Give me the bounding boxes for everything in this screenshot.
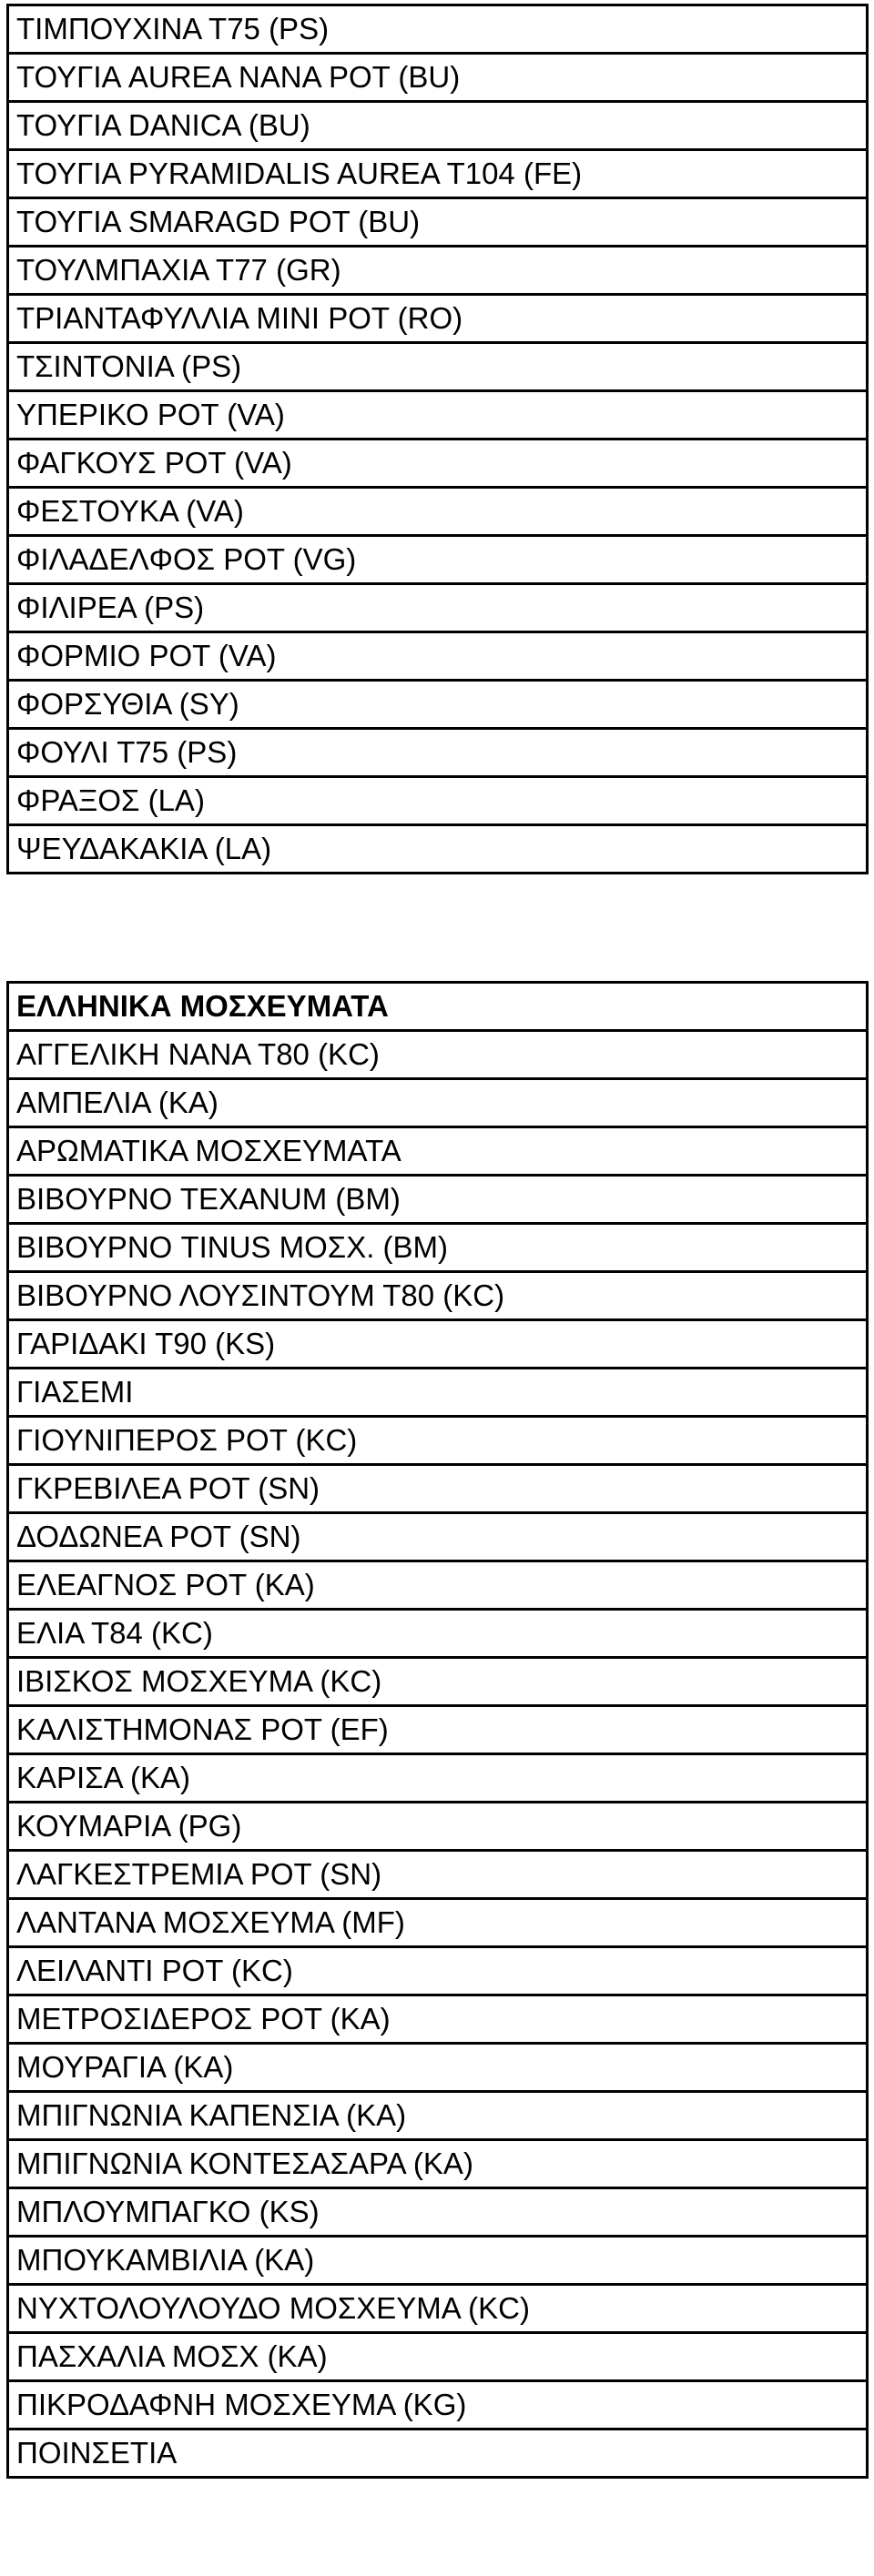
table-row bbox=[8, 54, 868, 102]
plant-cell: ΕΛΕΑΓΝΟΣ ΡΟΤ (KA) bbox=[8, 1561, 868, 1610]
table-row bbox=[8, 1803, 868, 1851]
plant-cell: ΓΙΑΣΕΜΙ bbox=[8, 1369, 868, 1417]
table-row bbox=[8, 2430, 868, 2478]
plant-cell: ΚΑΡΙΣΑ (KA) bbox=[8, 1754, 868, 1803]
table-row bbox=[8, 2188, 868, 2237]
plant-cell: ΤΣΙΝΤΟΝΙΑ (PS) bbox=[8, 343, 868, 391]
table-row bbox=[8, 1995, 868, 2044]
plant-cell: ΦΟΡΣΥΘΙΑ (SY) bbox=[8, 681, 868, 729]
section-heading-row bbox=[8, 983, 868, 1031]
table-row bbox=[8, 150, 868, 198]
table-row bbox=[8, 2092, 868, 2140]
table-row bbox=[8, 1031, 868, 1079]
table-row bbox=[8, 1899, 868, 1947]
table-row bbox=[8, 1754, 868, 1803]
plant-cell: ΝΥΧΤΟΛΟΥΛΟΥΔΟ ΜΟΣΧΕΥΜΑ (KC) bbox=[8, 2285, 868, 2333]
table-row bbox=[8, 2237, 868, 2285]
plant-cell: ΑΜΠΕΛΙΑ (KA) bbox=[8, 1079, 868, 1127]
plant-cell: ΠΙΚΡΟΔΑΦΝΗ ΜΟΣΧΕΥΜΑ (KG) bbox=[8, 2381, 868, 2430]
plant-cell: ΓΑΡΙΔΑΚΙ Τ90 (KS) bbox=[8, 1320, 868, 1369]
plant-cell: ΦΟΡΜΙΟ ΡΟΤ (VA) bbox=[8, 632, 868, 681]
table-row bbox=[8, 2381, 868, 2430]
plant-cell: ΨΕΥΔΑΚΑΚΙΑ (LA) bbox=[8, 825, 868, 874]
table-row bbox=[8, 2044, 868, 2092]
table-row bbox=[8, 1272, 868, 1320]
table-row bbox=[8, 1465, 868, 1513]
plant-cell: ΜΟΥΡΑΓΙΑ (KA) bbox=[8, 2044, 868, 2092]
table-row bbox=[8, 2285, 868, 2333]
table-row bbox=[8, 439, 868, 488]
plant-cell: ΚΑΛΙΣΤΗΜΟΝΑΣ ΡΟΤ (EF) bbox=[8, 1706, 868, 1754]
plant-cell: ΦΙΛΑΔΕΛΦΟΣ ΡΟΤ (VG) bbox=[8, 536, 868, 584]
table-row bbox=[8, 1610, 868, 1658]
plant-cell: ΜΠΙΓΝΩΝΙΑ ΚΟΝΤΕΣΑΣΑΡΑ (KA) bbox=[8, 2140, 868, 2188]
table-row bbox=[8, 681, 868, 729]
table-row bbox=[8, 1851, 868, 1899]
plant-list-table-bottom bbox=[6, 981, 869, 2479]
plant-cell: ΥΠΕΡΙΚΟ ΡΟΤ (VA) bbox=[8, 391, 868, 439]
plant-cell: ΙΒΙΣΚΟΣ ΜΟΣΧΕΥΜΑ (KC) bbox=[8, 1658, 868, 1706]
plant-cell: ΤΟΥΓΙΑ PYRAMIDALIS AUREA T104 (FE) bbox=[8, 150, 868, 198]
table-row bbox=[8, 536, 868, 584]
table-row bbox=[8, 2140, 868, 2188]
table-row bbox=[8, 1658, 868, 1706]
table-row bbox=[8, 1079, 868, 1127]
plant-cell: ΒΙΒΟΥΡΝΟ ΛΟΥΣΙΝΤΟΥΜ Τ80 (KC) bbox=[8, 1272, 868, 1320]
table-row bbox=[8, 584, 868, 632]
table-row bbox=[8, 343, 868, 391]
section-heading: ΕΛΛΗΝΙΚΑ ΜΟΣΧΕΥΜΑΤΑ bbox=[8, 983, 868, 1031]
table-row bbox=[8, 1706, 868, 1754]
table-row bbox=[8, 2333, 868, 2381]
table-row bbox=[8, 5, 868, 54]
plant-cell: ΔΟΔΩΝΕΑ ΡΟΤ (SN) bbox=[8, 1513, 868, 1561]
table-row bbox=[8, 1320, 868, 1369]
plant-cell: ΤΟΥΓΙΑ SMARAGD ΡΟΤ (BU) bbox=[8, 198, 868, 247]
plant-cell: ΦΡΑΞΟΣ (LA) bbox=[8, 777, 868, 825]
table-row bbox=[8, 1417, 868, 1465]
table-row bbox=[8, 729, 868, 777]
table-row bbox=[8, 777, 868, 825]
table-row bbox=[8, 1176, 868, 1224]
table-row bbox=[8, 632, 868, 681]
table-row bbox=[8, 295, 868, 343]
table-row bbox=[8, 1369, 868, 1417]
table-row bbox=[8, 1513, 868, 1561]
plant-cell: ΒΙΒΟΥΡΝΟ ΤΕΧΑΝUM (BM) bbox=[8, 1176, 868, 1224]
plant-list-table-top bbox=[6, 4, 869, 874]
table-row bbox=[8, 1224, 868, 1272]
plant-cell: ΜΠΙΓΝΩΝΙΑ ΚΑΠΕΝΣΙΑ (KA) bbox=[8, 2092, 868, 2140]
plant-cell: ΚΟΥΜΑΡΙΑ (PG) bbox=[8, 1803, 868, 1851]
plant-cell: ΤΡΙΑΝΤΑΦΥΛΛΙΑ ΜΙΝΙ ΡΟΤ (RO) bbox=[8, 295, 868, 343]
plant-cell: ΛΑΝΤΑΝΑ ΜΟΣΧΕΥΜΑ (MF) bbox=[8, 1899, 868, 1947]
plant-cell: ΤΟΥΓΙΑ AUREA NANA ΡΟΤ (BU) bbox=[8, 54, 868, 102]
plant-cell: ΠΟΙΝΣΕΤΙΑ bbox=[8, 2430, 868, 2478]
plant-cell: ΛΕΙΛΑΝΤΙ ΡΟΤ (KC) bbox=[8, 1947, 868, 1995]
plant-cell: ΓΚΡΕΒΙΛΕΑ ΡΟΤ (SN) bbox=[8, 1465, 868, 1513]
plant-cell: ΦΟΥΛΙ Τ75 (PS) bbox=[8, 729, 868, 777]
plant-cell: ΓΙΟΥΝΙΠΕΡΟΣ ΡΟΤ (KC) bbox=[8, 1417, 868, 1465]
table-row bbox=[8, 488, 868, 536]
plant-cell: ΤΟΥΛΜΠΑΧΙΑ Τ77 (GR) bbox=[8, 247, 868, 295]
plant-cell: ΒΙΒΟΥΡΝΟ TINUS ΜΟΣΧ. (BM) bbox=[8, 1224, 868, 1272]
plant-cell: ΤΙΜΠΟΥΧΙΝΑ Τ75 (PS) bbox=[8, 5, 868, 54]
plant-cell: ΕΛΙΑ Τ84 (KC) bbox=[8, 1610, 868, 1658]
plant-cell: ΜΕΤΡΟΣΙΔΕΡΟΣ ΡΟΤ (KA) bbox=[8, 1995, 868, 2044]
table-row bbox=[8, 1947, 868, 1995]
table-row bbox=[8, 1127, 868, 1176]
table-row bbox=[8, 198, 868, 247]
plant-cell: ΦΙΛΙΡΕΑ (PS) bbox=[8, 584, 868, 632]
plant-cell: ΛΑΓΚΕΣΤΡΕΜΙΑ ΡΟΤ (SN) bbox=[8, 1851, 868, 1899]
plant-cell: ΑΓΓΕΛΙΚΗ ΝΑΝΑ Τ80 (KC) bbox=[8, 1031, 868, 1079]
table-row bbox=[8, 247, 868, 295]
table-row bbox=[8, 825, 868, 874]
plant-cell: ΦΕΣΤΟΥΚΑ (VA) bbox=[8, 488, 868, 536]
table-row bbox=[8, 102, 868, 150]
table-row bbox=[8, 391, 868, 439]
plant-cell: ΑΡΩΜΑΤΙΚΑ ΜΟΣΧΕΥΜΑΤΑ bbox=[8, 1127, 868, 1176]
plant-cell: ΠΑΣΧΑΛΙΑ ΜΟΣΧ (KA) bbox=[8, 2333, 868, 2381]
plant-cell: ΜΠΟΥΚΑΜΒΙΛΙΑ (KA) bbox=[8, 2237, 868, 2285]
plant-cell: ΤΟΥΓΙΑ DANICA (BU) bbox=[8, 102, 868, 150]
table-row bbox=[8, 1561, 868, 1610]
plant-cell: ΜΠΛΟΥΜΠΑΓΚΟ (KS) bbox=[8, 2188, 868, 2237]
plant-cell: ΦΑΓΚΟΥΣ ΡΟΤ (VA) bbox=[8, 439, 868, 488]
